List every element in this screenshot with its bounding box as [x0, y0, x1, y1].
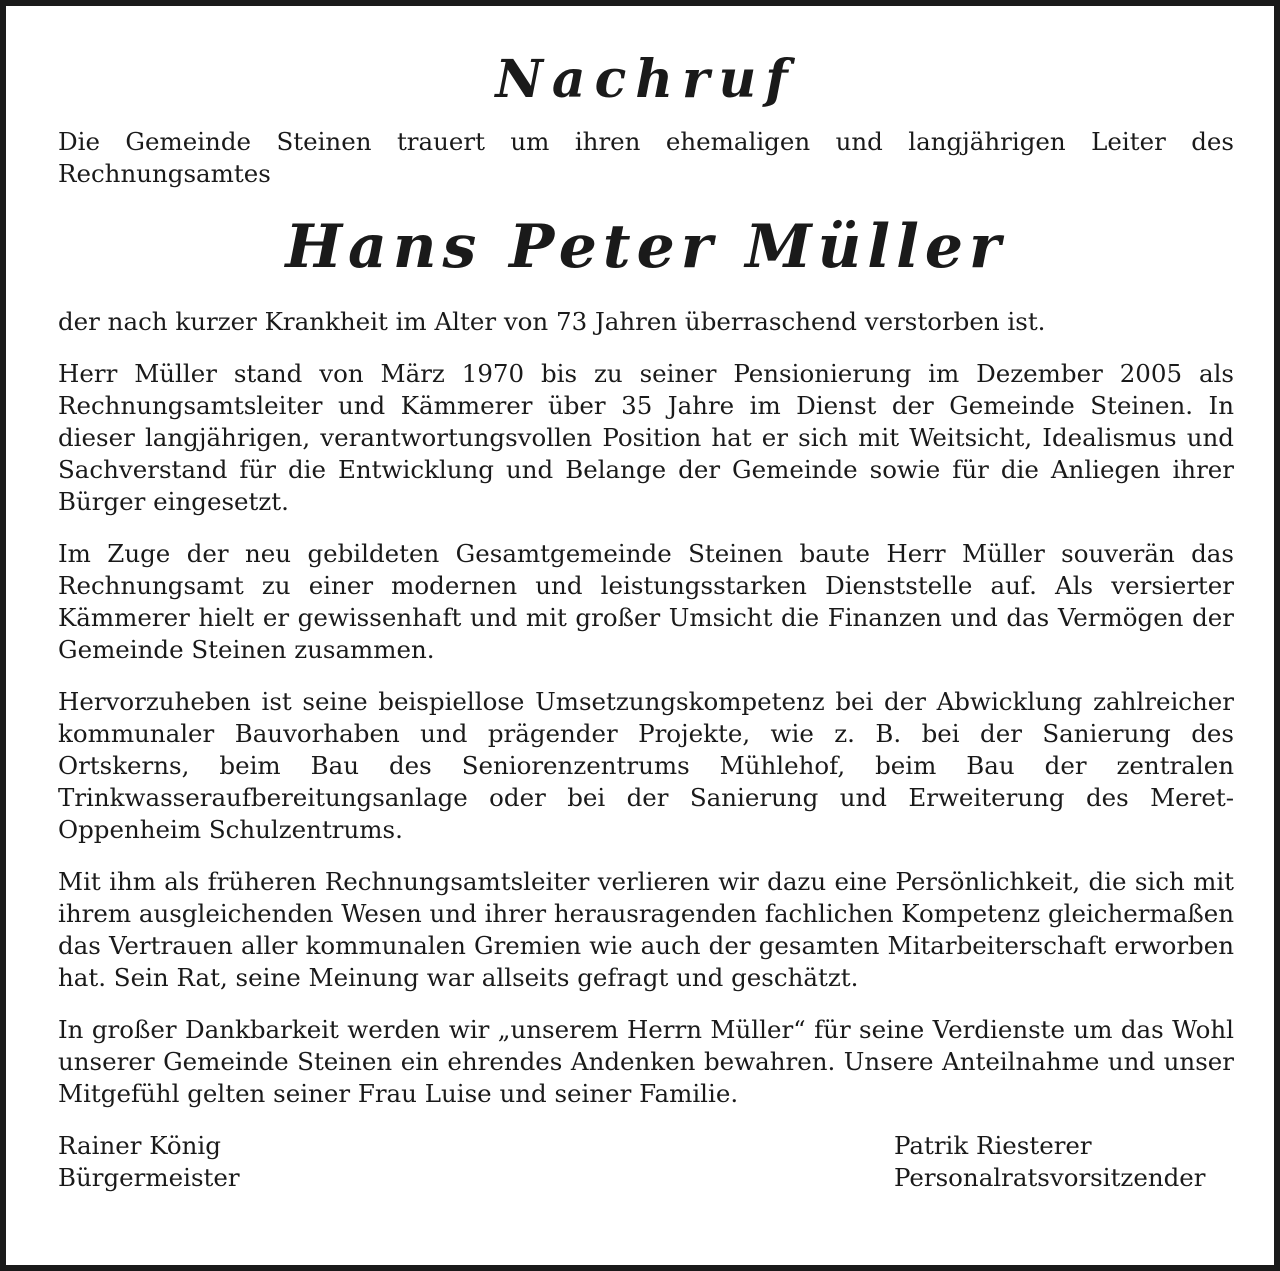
paragraph-gratitude: In großer Dankbarkeit werden wir „unserem Herrn Müller“ für seine Verdienste um das Wohl unserer Gemeinde Steinen ein ehrendes Andenken bewahren. Unsere Anteilnahme und unser Mitgefühl gelten seiner Frau Luise und seiner Familie.: [58, 1015, 1234, 1108]
signatory-left-role: Bürgermeister: [58, 1163, 240, 1192]
paragraph-career: Herr Müller stand von März 1970 bis zu seiner Pensionierung im Dezember 2005 als Rechnungsamtsleiter und Kämmerer über 35 Jahre im Dienst der Gemeinde Steinen. In dieser langjährigen, verantwortungsvollen Position hat er sich mit Weitsicht, Idealismus und Sachverstand für die Entwicklung und Belange der Gemeinde sowie für die Anliegen ihrer Bürger eingesetzt.: [58, 359, 1234, 516]
signatory-left-name: Rainer König: [58, 1131, 221, 1160]
signatures: [58, 1130, 1234, 1194]
after-name-text: der nach kurzer Krankheit im Alter von 73 Jahren überraschend verstorben ist.: [58, 307, 1046, 336]
paragraph-personality: Mit ihm als früheren Rechnungsamtsleiter verlieren wir dazu eine Persönlichkeit, die sich mit ihrem ausgleichenden Wesen und ihrer herausragenden fachlichen Kompetenz gleichermaßen das Vertrauen aller kommunalen Gremien wie auch der gesamten Mitarbeiterschaft erworben hat. Sein Rat, seine Meinung war allseits gefragt und geschätzt.: [58, 867, 1234, 992]
signatory-right-name: Patrik Riesterer: [894, 1131, 1092, 1160]
intro-text: Die Gemeinde Steinen trauert um ihren ehemaligen und langjährigen Leiter des Rechnungsamtes: [58, 127, 1234, 188]
signatory-right: [894, 1130, 1234, 1194]
paragraph-projects: Hervorzuheben ist seine beispiellose Umsetzungskompetenz bei der Abwicklung zahlreicher kommunaler Bauvorhaben und prägender Projekte, wie z. B. bei der Sanierung des Ortskerns, beim Bau des Seniorenzentrums Mühlehof, beim Bau der zentralen Trinkwasseraufbereitungsanlage oder bei der Sanierung und Erweiterung des Meret-Oppenheim Schulzentrums.: [58, 687, 1234, 844]
paragraph-office: Im Zuge der neu gebildeten Gesamtgemeinde Steinen baute Herr Müller souverän das Rechnungsamt zu einer modernen und leistungsstarken Dienststelle auf. Als versierter Kämmerer hielt er gewissenhaft und mit großer Umsicht die Finanzen und das Vermögen der Gemeinde Steinen zusammen.: [58, 539, 1234, 664]
notice-content: [58, 48, 1234, 1194]
signatory-right-role: Personalratsvorsitzender: [894, 1163, 1206, 1192]
deceased-name: Hans Peter Müller: [285, 212, 1007, 282]
notice-title: Nachruf: [495, 49, 797, 110]
signatory-left: [58, 1130, 240, 1194]
